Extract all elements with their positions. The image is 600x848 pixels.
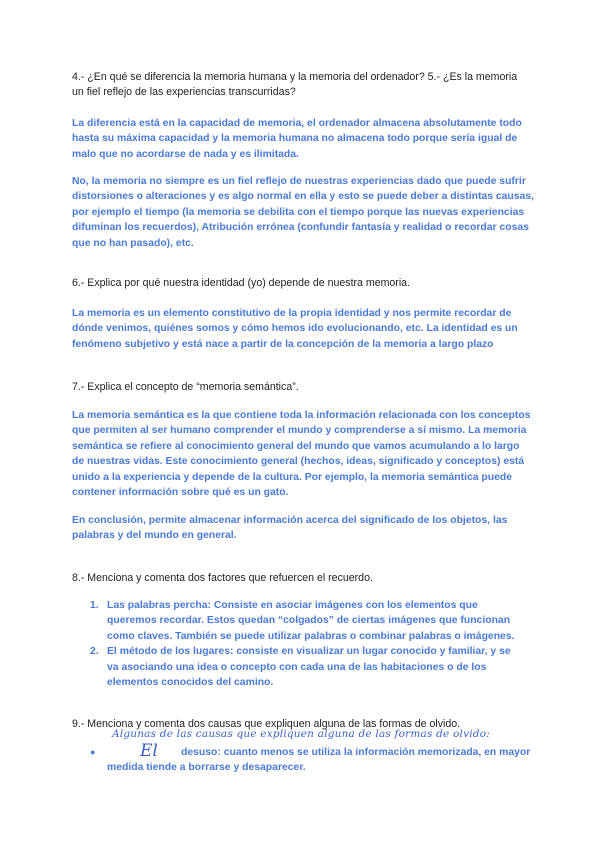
bullet-icon: ●	[90, 747, 96, 757]
answer-9-text: desuso: cuanto menos se utiliza la información memorizada, en mayor medida tiende a borrarse y desaparecer.	[107, 747, 531, 774]
answer-6: La memoria es un elemento constitutivo de la propia identidad y nos permite recordar de dónde venimos, quiénes somos y cómo hemos ido evolucionando, etc. La identidad es un fenómeno subjetivo y está nace a partir de la concepción de la memoria a largo plazo	[72, 308, 518, 350]
question-9: 9.- Menciona y comenta dos causas que expliquen alguna de las formas de olvido.	[72, 718, 461, 730]
answer-5: No, la memoria no siempre es un fiel reflejo de nuestras experiencias dado que puede sufrir distorsiones o alteraciones y es algo normal en ella y esto se puede deber a distintas causas, por ejemplo el tiempo (la memoria se debilita con el tiempo porque las nuevas experiencias difuminan los recuerdos), Atribución errónea (confundir fantasía y realidad o recordar cosas que no han pasado), etc.	[72, 176, 534, 249]
handwritten-heading: Algunas de las causas que expliquen alguna de las formas de olvido:	[112, 728, 490, 740]
handwritten-word: El	[140, 741, 158, 761]
list-item	[90, 598, 520, 644]
question-7: 7.- Explica el concepto de “memoria semántica”.	[72, 381, 299, 393]
answer-7-paragraph-2: En conclusión, permite almacenar información acerca del significado de los objetos, las palabras y del mundo en general.	[72, 515, 508, 542]
list-item	[90, 644, 520, 690]
answer-8-list	[90, 598, 520, 690]
list-item-text: El método de los lugares: consiste en visualizar un lugar conocido y familiar, y se va asociando una idea o concepto con cada una de las habitaciones o de los elementos conocidos del camino.	[107, 646, 511, 689]
list-item-number: 2.	[90, 646, 99, 658]
question-8: 8.- Menciona y comenta dos factores que refuercen el recuerdo.	[72, 572, 373, 584]
list-item-number: 1.	[90, 600, 99, 611]
question-4-5: 4.- ¿En qué se diferencia la memoria humana y la memoria del ordenador? 5.- ¿Es la memoria un fiel reflejo de las experiencias transcurridas?	[72, 71, 518, 98]
answer-7-paragraph-1: La memoria semántica es la que contiene toda la información relacionada con los conceptos que permiten al ser humano comprender el mundo y comprenderse a sí mismo. La memoria semántica se refiere al conocimiento general del mundo que vamos acumulando a lo largo de nuestras vidas. Este conocimiento general (hechos, ideas, significado y conceptos) está unido a la experiencia y depende de la cultura. Por ejemplo, la memoria semántica puede contener información sobre qué es un gato.	[72, 410, 531, 499]
list-item-text: Las palabras percha: Consiste en asociar imágenes con los elementos que queremos recordar. Estos quedan “colgados” de ciertas imágenes que funcionan como claves. También se puede utilizar palabras o combinar palabras o imágenes.	[107, 600, 515, 642]
answer-4: La diferencia está en la capacidad de memoria, el ordenador almacena absolutamente todo hasta su máxima capacidad y la memoria humana no almacena todo porque sería igual de malo que no acordarse de nada y es ilimitada.	[72, 118, 522, 160]
question-6: 6.- Explica por qué nuestra identidad (yo) depende de nuestra memoria.	[72, 277, 411, 289]
